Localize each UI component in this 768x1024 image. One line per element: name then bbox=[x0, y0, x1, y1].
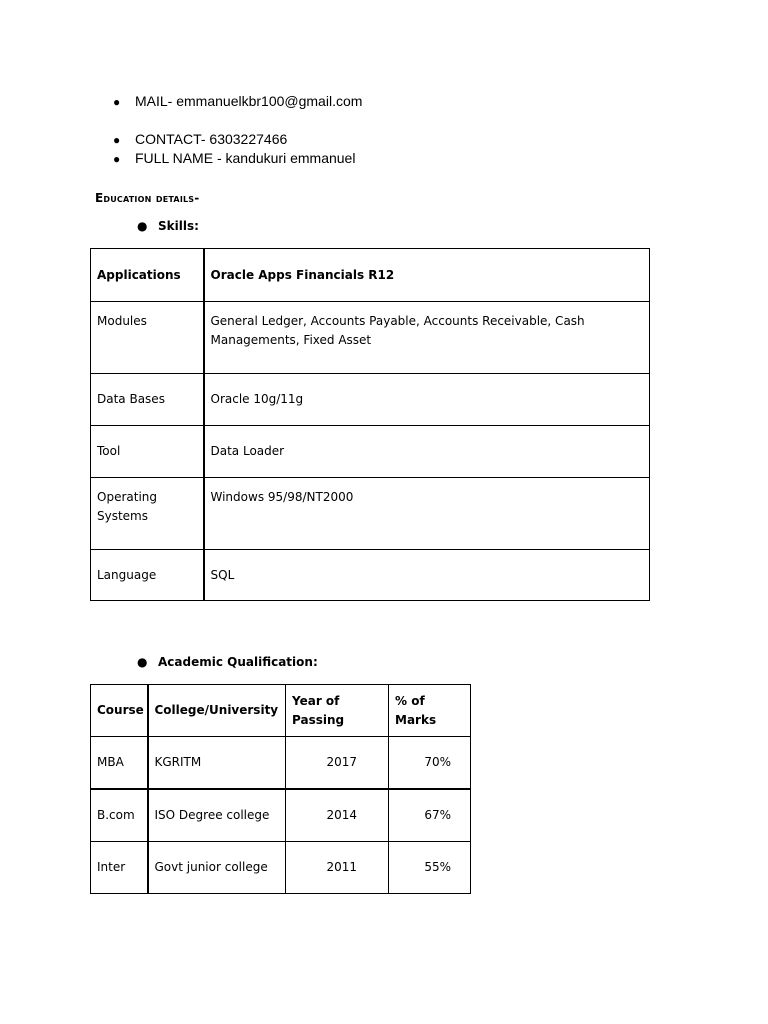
year-cell: 2014 bbox=[286, 789, 389, 842]
table-row bbox=[91, 426, 650, 478]
skill-value: Windows 95/98/NT2000 bbox=[204, 478, 650, 550]
bullet-icon: ● bbox=[137, 655, 148, 669]
mail-text: MAIL- emmanuelkbr100@gmail.com bbox=[135, 93, 363, 109]
skill-label: Tool bbox=[91, 426, 204, 478]
column-header-course: Course bbox=[91, 685, 148, 737]
bullet-icon: ● bbox=[113, 133, 121, 147]
table-row bbox=[91, 374, 650, 426]
skill-value: Oracle 10g/11g bbox=[204, 374, 650, 426]
college-cell: KGRITM bbox=[148, 737, 286, 789]
skill-label: Modules bbox=[91, 302, 204, 374]
academic-table bbox=[90, 684, 471, 894]
table-row bbox=[91, 249, 650, 302]
skill-label: Data Bases bbox=[91, 374, 204, 426]
marks-cell: 67% bbox=[389, 789, 471, 842]
education-heading: Education details- bbox=[95, 191, 200, 205]
skills-heading bbox=[137, 219, 199, 233]
skill-label: Operating Systems bbox=[91, 478, 204, 550]
bullet-icon: ● bbox=[137, 219, 148, 233]
contact-phone bbox=[113, 130, 287, 149]
skill-value: Oracle Apps Financials R12 bbox=[204, 249, 650, 302]
full-name-text: FULL NAME - kandukuri emmanuel bbox=[135, 150, 356, 166]
skill-value: General Ledger, Accounts Payable, Accounts Receivable, Cash Managements, Fixed Asset bbox=[204, 302, 650, 374]
table-row bbox=[91, 550, 650, 601]
table-row bbox=[91, 302, 650, 374]
skill-label: Applications bbox=[91, 249, 204, 302]
table-header-row bbox=[91, 685, 471, 737]
college-cell: Govt junior college bbox=[148, 842, 286, 894]
course-cell: B.com bbox=[91, 789, 148, 842]
contact-mail bbox=[113, 92, 362, 111]
skill-value: SQL bbox=[204, 550, 650, 601]
year-cell: 2017 bbox=[286, 737, 389, 789]
marks-cell: 70% bbox=[389, 737, 471, 789]
table-row bbox=[91, 789, 471, 842]
column-header-marks: % of Marks bbox=[389, 685, 471, 737]
table-row bbox=[91, 478, 650, 550]
college-cell: ISO Degree college bbox=[148, 789, 286, 842]
phone-text: CONTACT- 6303227466 bbox=[135, 131, 288, 147]
marks-cell: 55% bbox=[389, 842, 471, 894]
table-row bbox=[91, 842, 471, 894]
contact-full-name bbox=[113, 149, 355, 168]
skill-label: Language bbox=[91, 550, 204, 601]
academic-title: Academic Qualification: bbox=[158, 655, 318, 669]
column-header-year: Year of Passing bbox=[286, 685, 389, 737]
skill-value: Data Loader bbox=[204, 426, 650, 478]
skills-title: Skills: bbox=[158, 219, 199, 233]
course-cell: Inter bbox=[91, 842, 148, 894]
course-cell: MBA bbox=[91, 737, 148, 789]
year-cell: 2011 bbox=[286, 842, 389, 894]
academic-heading bbox=[137, 655, 318, 669]
column-header-college: College/University bbox=[148, 685, 286, 737]
bullet-icon: ● bbox=[113, 95, 121, 109]
table-row bbox=[91, 737, 471, 789]
skills-table bbox=[90, 248, 650, 601]
bullet-icon: ● bbox=[113, 152, 121, 166]
